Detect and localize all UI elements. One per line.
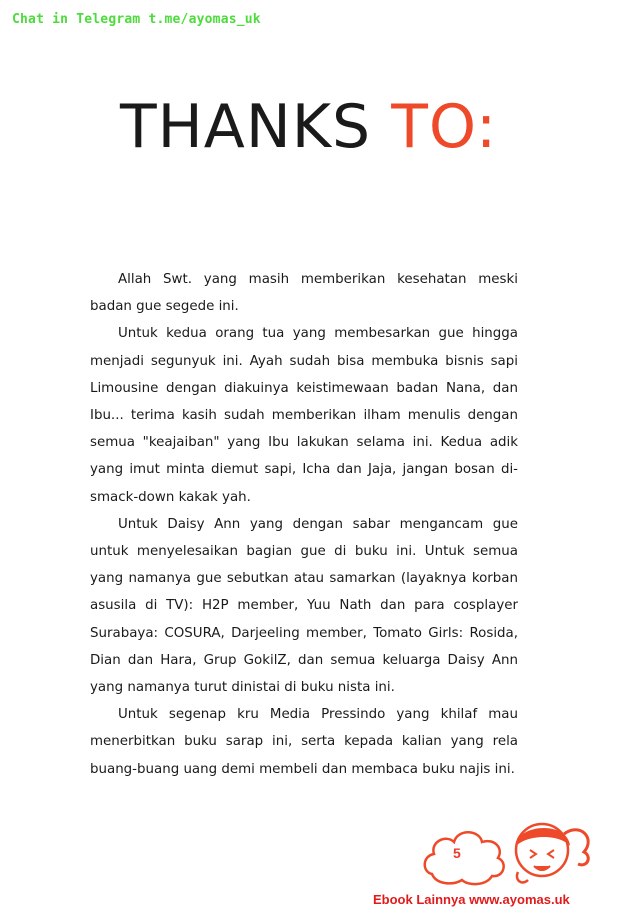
telegram-banner[interactable]: Chat in Telegram t.me/ayomas_uk [12,12,261,27]
cartoon-girl-cloud-icon [420,812,600,892]
title-word-to: TO: [391,92,498,162]
page-number: 5 [453,845,461,861]
paragraph-1: Allah Swt. yang masih memberikan kesehatan meski badan gue segede ini. [90,272,518,315]
page-title [120,92,497,162]
paragraph-3: Untuk Daisy Ann yang dengan sabar mengancam gue untuk menyelesaikan bagian gue di buku ini. Untuk semua yang namanya gue sebutkan atau samarkan (layaknya korban asusila di TV): H2P member, Yuu Nath dan para cosplayer Surabaya: COSURA, Darjeeling member, Tomato Girls: Rosida, Dian dan Hara, Grup GokilZ, dan semua keluarga Daisy Ann yang namanya turut dinistai di buku nista ini. [90,516,518,696]
paragraph-2: Untuk kedua orang tua yang membesarkan gue hingga menjadi segunyuk ini. Ayah sudah bisa membuka bisnis sapi Limousine dengan diakuinya keistimewaan badan Nana, dan Ibu... terima kasih sudah memberikan ilham menulis dengan semua "keajaiban" yang Ibu lakukan selama ini. Kedua adik yang imut minta diemut sapi, Icha dan Jaja, jangan bosan di-smack-down kakak yah. [90,326,518,505]
paragraph-4: Untuk segenap kru Media Pressindo yang khilaf mau menerbitkan buku sarap ini, serta kepada kalian yang rela buang-buang uang demi membeli dan membaca buku najis ini. [90,707,518,777]
title-word-thanks: THANKS [120,92,372,162]
footer-link[interactable]: Ebook Lainnya www.ayomas.uk [373,892,570,907]
acknowledgement-text [90,266,518,783]
